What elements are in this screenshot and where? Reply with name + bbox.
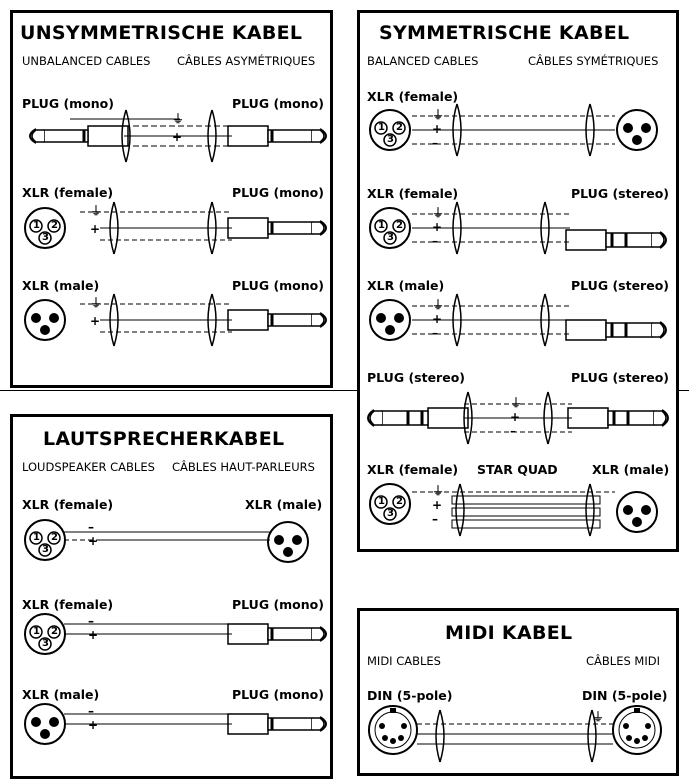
loudspeaker-row2-left-label: XLR (female) — [22, 597, 114, 612]
unbalanced-row2-left-label: XLR (female) — [22, 185, 114, 200]
loudspeaker-row1-plus-sign: + — [88, 534, 99, 548]
balanced-row2-left-label: XLR (female) — [367, 186, 459, 201]
unbalanced-row2-plus-sign: + — [90, 222, 101, 236]
loudspeaker-title: LAUTSPRECHERKABEL — [43, 428, 285, 450]
balanced-row2-minus-sign: – — [432, 234, 438, 248]
loudspeaker-row3-right-label: PLUG (mono) — [232, 687, 324, 702]
balanced-subtitle-fr: CÂBLES SYMÉTRIQUES — [528, 54, 659, 68]
midi-row1-diagram — [369, 706, 661, 762]
balanced-row3-ground-sign: ⏚ — [432, 298, 445, 312]
loudspeaker-row2-plus-sign: + — [88, 628, 99, 642]
balanced-row3-plus-sign: + — [432, 312, 443, 326]
balanced-row5-diagram — [370, 484, 657, 536]
balanced-row1-diagram — [370, 104, 657, 156]
balanced-row1-plus-sign: + — [432, 122, 443, 136]
unbalanced-row1-right-label: PLUG (mono) — [232, 96, 324, 111]
loudspeaker-row1-pin3: 3 — [42, 544, 49, 555]
loudspeaker-subtitle-fr: CÂBLES HAUT-PARLEURS — [172, 460, 315, 474]
loudspeaker-row1-left-label: XLR (female) — [22, 497, 114, 512]
midi-row1-right-label: DIN (5-pole) — [582, 688, 668, 703]
loudspeaker-row2-pin2: 2 — [51, 626, 58, 637]
loudspeaker-row3-left-label: XLR (male) — [22, 687, 100, 702]
loudspeaker-row2-right-label: PLUG (mono) — [232, 597, 324, 612]
loudspeaker-row1-diagram — [25, 520, 308, 562]
loudspeaker-row2-pin3: 3 — [42, 638, 49, 649]
unbalanced-row3-right-label: PLUG (mono) — [232, 278, 324, 293]
balanced-row2-pin3: 3 — [387, 232, 394, 243]
unbalanced-subtitle-en: UNBALANCED CABLES — [22, 54, 151, 68]
balanced-row1-pin3: 3 — [387, 134, 394, 145]
balanced-row2-ground-sign: ⏚ — [432, 206, 445, 220]
loudspeaker-row1-pin2: 2 — [51, 532, 58, 543]
unbalanced-row2-pin1: 1 — [33, 220, 40, 231]
balanced-row4-plus-sign: + — [510, 410, 521, 424]
loudspeaker-row2-minus-sign: – — [88, 614, 94, 628]
balanced-row2-diagram — [370, 202, 666, 254]
balanced-row3-diagram — [370, 294, 666, 346]
loudspeaker-row3-plus-sign: + — [88, 718, 99, 732]
balanced-row1-left-label: XLR (female) — [367, 89, 459, 104]
loudspeaker-row1-minus-sign: – — [88, 520, 94, 534]
midi-subtitle-en: MIDI CABLES — [367, 654, 441, 668]
unbalanced-row3-left-label: XLR (male) — [22, 278, 100, 293]
balanced-row5-left-label: XLR (female) — [367, 462, 459, 477]
unbalanced-row3-ground-sign: ⏚ — [90, 296, 103, 310]
balanced-row4-ground-sign: ⏚ — [510, 396, 523, 410]
unbalanced-row2-pin2: 2 — [51, 220, 58, 231]
unbalanced-row2-right-label: PLUG (mono) — [232, 185, 324, 200]
unbalanced-row1-left-label: PLUG (mono) — [22, 96, 114, 111]
balanced-row5-pin1: 1 — [378, 496, 385, 507]
unbalanced-subtitle-fr: CÂBLES ASYMÉTRIQUES — [177, 54, 316, 68]
balanced-title: SYMMETRISCHE KABEL — [379, 22, 630, 44]
balanced-subtitle-en: BALANCED CABLES — [367, 54, 479, 68]
balanced-row2-pin2: 2 — [396, 220, 403, 231]
balanced-row1-ground-sign: ⏚ — [432, 108, 445, 122]
balanced-row2-plus-sign: + — [432, 220, 443, 234]
balanced-row1-minus-sign: – — [432, 136, 438, 150]
balanced-row1-pin2: 2 — [396, 122, 403, 133]
balanced-row3-minus-sign: – — [432, 326, 438, 340]
midi-row1-left-label: DIN (5-pole) — [367, 688, 453, 703]
balanced-row5-pin2: 2 — [396, 496, 403, 507]
loudspeaker-row1-pin1: 1 — [33, 532, 40, 543]
midi-title: MIDI KABEL — [445, 622, 573, 644]
loudspeaker-row3-minus-sign: – — [88, 704, 94, 718]
unbalanced-title: UNSYMMETRISCHE KABEL — [20, 22, 303, 44]
unbalanced-row2-diagram — [25, 202, 326, 254]
balanced-row4-minus-sign: – — [510, 424, 516, 438]
midi-ground-sign: ⏚ — [592, 710, 605, 724]
balanced-row3-left-label: XLR (male) — [367, 278, 445, 293]
balanced-row5-pin3: 3 — [387, 508, 394, 519]
balanced-row4-right-label: PLUG (stereo) — [571, 370, 669, 385]
unbalanced-row3-diagram — [25, 294, 326, 346]
loudspeaker-subtitle-en: LOUDSPEAKER CABLES — [22, 460, 155, 474]
balanced-row5-ground-sign: ⏚ — [432, 484, 445, 498]
unbalanced-row2-ground-sign: ⏚ — [90, 204, 103, 218]
loudspeaker-row3-diagram — [25, 704, 326, 744]
balanced-row4-left-label: PLUG (stereo) — [367, 370, 465, 385]
balanced-row5-plus-sign: + — [432, 498, 443, 512]
balanced-row1-pin1: 1 — [378, 122, 385, 133]
midi-subtitle-fr: CÂBLES MIDI — [586, 654, 660, 668]
balanced-row5-minus-sign: – — [432, 512, 438, 526]
balanced-row3-right-label: PLUG (stereo) — [571, 278, 669, 293]
unbalanced-row1-plus-sign: + — [172, 130, 183, 144]
loudspeaker-row2-pin1: 1 — [33, 626, 40, 637]
balanced-row2-right-label: PLUG (stereo) — [571, 186, 669, 201]
unbalanced-row2-pin3: 3 — [42, 232, 49, 243]
balanced-row2-pin1: 1 — [378, 220, 385, 231]
loudspeaker-row2-diagram — [25, 614, 326, 654]
balanced-row5-middle-label: STAR QUAD — [477, 462, 558, 477]
unbalanced-row1-ground-sign: ⏚ — [172, 112, 185, 126]
loudspeaker-row1-right-label: XLR (male) — [245, 497, 323, 512]
unbalanced-row3-plus-sign: + — [90, 314, 101, 328]
balanced-row5-right-label: XLR (male) — [592, 462, 670, 477]
